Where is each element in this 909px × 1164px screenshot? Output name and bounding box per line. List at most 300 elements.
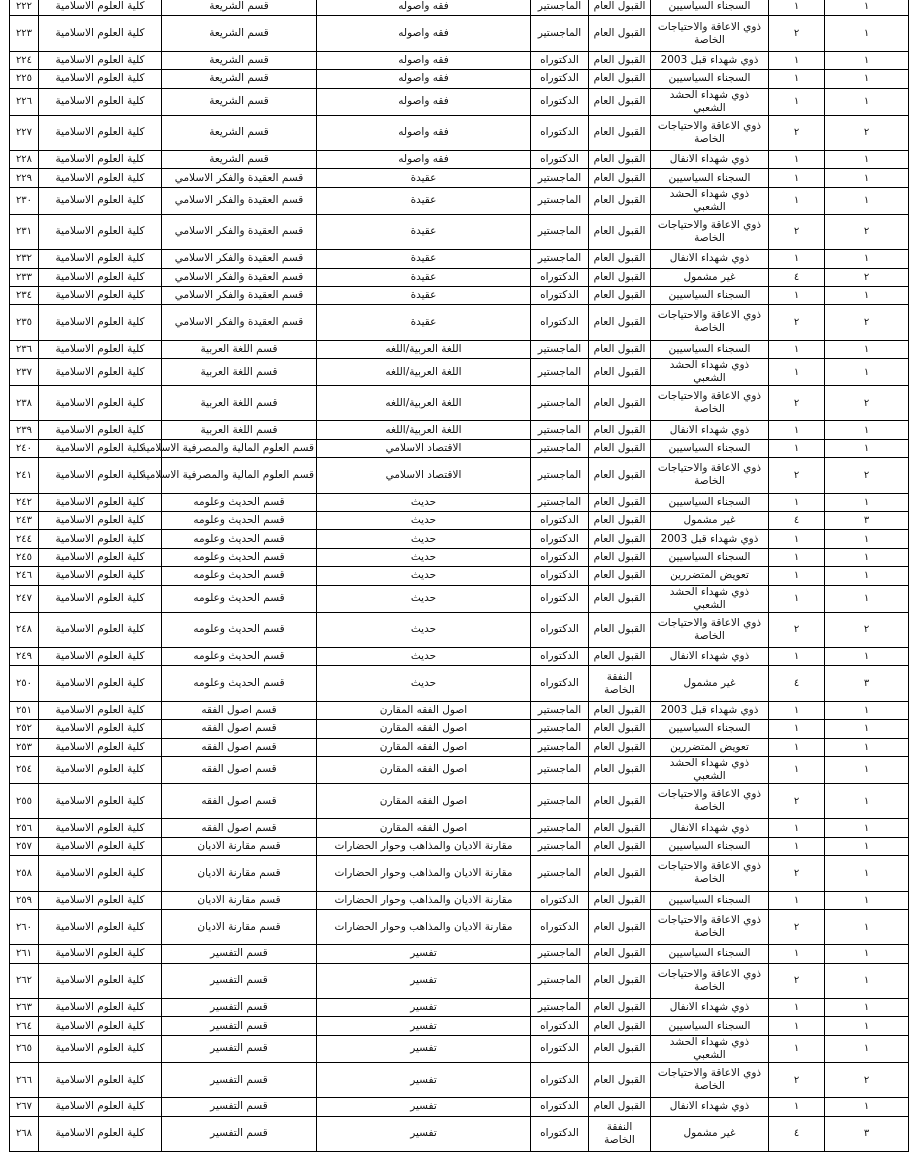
seats-count-cell: ١ [769, 1098, 825, 1116]
college-cell: كلية العلوم الاسلامية [39, 214, 162, 249]
degree-cell: الدكتوراه [531, 530, 589, 548]
row-number-cell: ٢٦٠ [10, 909, 39, 944]
specialization-cell: اللغة العربية/اللغه [317, 386, 531, 421]
admission-category-cell: غير مشمول [651, 268, 769, 286]
department-cell: قسم اصول الفقه [162, 738, 317, 756]
specialization-cell: الاقتصاد الاسلامي [317, 439, 531, 457]
admission-channel-cell: القبول العام [589, 720, 651, 738]
row-number-cell: ٢٢٧ [10, 115, 39, 150]
row-number-cell: ٢٣٧ [10, 359, 39, 386]
degree-cell: الدكتوراه [531, 286, 589, 304]
extra-count-cell: ٢ [825, 612, 909, 647]
table-row [10, 115, 909, 150]
degree-cell: الماجستير [531, 819, 589, 837]
degree-cell: الماجستير [531, 458, 589, 493]
admission-channel-cell: القبول العام [589, 567, 651, 585]
specialization-cell: تفسير [317, 999, 531, 1017]
college-cell: كلية العلوم الاسلامية [39, 720, 162, 738]
degree-cell: الماجستير [531, 359, 589, 386]
table-row [10, 530, 909, 548]
table-row [10, 340, 909, 358]
department-cell: قسم مقارنة الاديان [162, 856, 317, 891]
college-cell: كلية العلوم الاسلامية [39, 1017, 162, 1035]
admission-category-cell: ذوي الاعاقة والاحتياجات الخاصة [651, 458, 769, 493]
admission-category-cell: غير مشمول [651, 666, 769, 701]
extra-count-cell: ١ [825, 493, 909, 511]
specialization-cell: تفسير [317, 1062, 531, 1097]
extra-count-cell: ١ [825, 945, 909, 963]
college-cell: كلية العلوم الاسلامية [39, 666, 162, 701]
row-number-cell: ٢٢٢ [10, 0, 39, 16]
college-cell: كلية العلوم الاسلامية [39, 891, 162, 909]
admission-channel-cell: القبول العام [589, 493, 651, 511]
department-cell: قسم العقيدة والفكر الاسلامي [162, 268, 317, 286]
specialization-cell: حديث [317, 666, 531, 701]
admission-category-cell: ذوي شهداء الانفال [651, 647, 769, 665]
table-row [10, 1098, 909, 1116]
extra-count-cell: ١ [825, 567, 909, 585]
college-cell: كلية العلوم الاسلامية [39, 250, 162, 268]
college-cell: كلية العلوم الاسلامية [39, 70, 162, 88]
college-cell: كلية العلوم الاسلامية [39, 386, 162, 421]
admission-channel-cell: القبول العام [589, 268, 651, 286]
admission-channel-cell: القبول العام [589, 169, 651, 187]
admission-category-cell: ذوي شهداء الانفال [651, 819, 769, 837]
seats-count-cell: ١ [769, 945, 825, 963]
degree-cell: الماجستير [531, 214, 589, 249]
college-cell: كلية العلوم الاسلامية [39, 1098, 162, 1116]
table-row [10, 458, 909, 493]
table-row [10, 1035, 909, 1062]
department-cell: قسم اصول الفقه [162, 756, 317, 783]
college-cell: كلية العلوم الاسلامية [39, 612, 162, 647]
seats-count-cell: ١ [769, 187, 825, 214]
college-cell: كلية العلوم الاسلامية [39, 169, 162, 187]
extra-count-cell: ١ [825, 1017, 909, 1035]
college-cell: كلية العلوم الاسلامية [39, 1062, 162, 1097]
row-number-cell: ٢٢٣ [10, 16, 39, 51]
degree-cell: الماجستير [531, 16, 589, 51]
admission-category-cell: السجناء السياسيين [651, 720, 769, 738]
seats-count-cell: ١ [769, 1035, 825, 1062]
seats-count-cell: ١ [769, 819, 825, 837]
admission-channel-cell: القبول العام [589, 115, 651, 150]
table-row [10, 305, 909, 340]
department-cell: قسم الحديث وعلومه [162, 585, 317, 612]
row-number-cell: ٢٥٢ [10, 720, 39, 738]
degree-cell: الماجستير [531, 340, 589, 358]
admission-category-cell: السجناء السياسيين [651, 70, 769, 88]
admission-channel-cell: القبول العام [589, 963, 651, 998]
seats-count-cell: ٢ [769, 612, 825, 647]
extra-count-cell: ١ [825, 70, 909, 88]
department-cell: قسم الشريعة [162, 88, 317, 115]
table-row [10, 756, 909, 783]
degree-cell: الماجستير [531, 439, 589, 457]
table-row [10, 783, 909, 818]
college-cell: كلية العلوم الاسلامية [39, 0, 162, 16]
extra-count-cell: ١ [825, 720, 909, 738]
row-number-cell: ٢٣٠ [10, 187, 39, 214]
extra-count-cell: ١ [825, 16, 909, 51]
seats-count-cell: ٤ [769, 666, 825, 701]
admission-category-cell: ذوي شهداء الانفال [651, 999, 769, 1017]
degree-cell: الدكتوراه [531, 51, 589, 69]
degree-cell: الدكتوراه [531, 512, 589, 530]
department-cell: قسم العقيدة والفكر الاسلامي [162, 214, 317, 249]
admission-category-cell: ذوي الاعاقة والاحتياجات الخاصة [651, 856, 769, 891]
row-number-cell: ٢٤٤ [10, 530, 39, 548]
row-number-cell: ٢٥٩ [10, 891, 39, 909]
specialization-cell: عقيدة [317, 268, 531, 286]
specialization-cell: حديث [317, 647, 531, 665]
seats-count-cell: ٢ [769, 909, 825, 944]
admission-category-cell: ذوي شهداء الحشد الشعبي [651, 187, 769, 214]
row-number-cell: ٢٦٢ [10, 963, 39, 998]
row-number-cell: ٢٦٣ [10, 999, 39, 1017]
row-number-cell: ٢٦٦ [10, 1062, 39, 1097]
table-row [10, 421, 909, 439]
department-cell: قسم الشريعة [162, 16, 317, 51]
degree-cell: الدكتوراه [531, 1035, 589, 1062]
degree-cell: الدكتوراه [531, 70, 589, 88]
college-cell: كلية العلوم الاسلامية [39, 458, 162, 493]
specialization-cell: فقه واصوله [317, 150, 531, 168]
admission-channel-cell: القبول العام [589, 999, 651, 1017]
specialization-cell: فقه واصوله [317, 115, 531, 150]
department-cell: قسم الحديث وعلومه [162, 493, 317, 511]
table-row [10, 169, 909, 187]
admission-category-cell: ذوي الاعاقة والاحتياجات الخاصة [651, 909, 769, 944]
department-cell: قسم اصول الفقه [162, 819, 317, 837]
table-row [10, 1017, 909, 1035]
admission-category-cell: ذوي الاعاقة والاحتياجات الخاصة [651, 783, 769, 818]
specialization-cell: اصول الفقه المقارن [317, 738, 531, 756]
admission-channel-cell: القبول العام [589, 647, 651, 665]
seats-count-cell: ٤ [769, 512, 825, 530]
college-cell: كلية العلوم الاسلامية [39, 1035, 162, 1062]
extra-count-cell: ٢ [825, 214, 909, 249]
row-number-cell: ٢٣٥ [10, 305, 39, 340]
extra-count-cell: ١ [825, 286, 909, 304]
row-number-cell: ٢٦٥ [10, 1035, 39, 1062]
extra-count-cell: ٣ [825, 1116, 909, 1151]
admission-category-cell: ذوي الاعاقة والاحتياجات الخاصة [651, 214, 769, 249]
admission-channel-cell: القبول العام [589, 250, 651, 268]
admission-category-cell: ذوي شهداء الحشد الشعبي [651, 88, 769, 115]
seats-count-cell: ٢ [769, 856, 825, 891]
table-row [10, 88, 909, 115]
seats-count-cell: ٢ [769, 1062, 825, 1097]
admission-channel-cell: القبول العام [589, 512, 651, 530]
admission-category-cell: تعويض المتضررين [651, 738, 769, 756]
college-cell: كلية العلوم الاسلامية [39, 493, 162, 511]
department-cell: قسم اصول الفقه [162, 783, 317, 818]
admission-channel-cell: النفقة الخاصة [589, 666, 651, 701]
seats-count-cell: ١ [769, 150, 825, 168]
seats-count-cell: ١ [769, 837, 825, 855]
degree-cell: الدكتوراه [531, 909, 589, 944]
extra-count-cell: ١ [825, 1098, 909, 1116]
specialization-cell: مقارنة الاديان والمذاهب وحوار الحضارات [317, 909, 531, 944]
table-row [10, 567, 909, 585]
row-number-cell: ٢٢٥ [10, 70, 39, 88]
admission-channel-cell: القبول العام [589, 386, 651, 421]
seats-count-cell: ٢ [769, 386, 825, 421]
college-cell: كلية العلوم الاسلامية [39, 819, 162, 837]
degree-cell: الدكتوراه [531, 1062, 589, 1097]
specialization-cell: فقه واصوله [317, 16, 531, 51]
admission-channel-cell: القبول العام [589, 70, 651, 88]
college-cell: كلية العلوم الاسلامية [39, 359, 162, 386]
extra-count-cell: ٢ [825, 458, 909, 493]
admission-category-cell: ذوي الاعاقة والاحتياجات الخاصة [651, 16, 769, 51]
extra-count-cell: ١ [825, 891, 909, 909]
table-row [10, 512, 909, 530]
admission-channel-cell: القبول العام [589, 1062, 651, 1097]
admission-channel-cell: القبول العام [589, 458, 651, 493]
admission-channel-cell: النفقة الخاصة [589, 1116, 651, 1151]
row-number-cell: ٢٤٠ [10, 439, 39, 457]
college-cell: كلية العلوم الاسلامية [39, 150, 162, 168]
admission-channel-cell: القبول العام [589, 783, 651, 818]
degree-cell: الماجستير [531, 999, 589, 1017]
row-number-cell: ٢٤٩ [10, 647, 39, 665]
specialization-cell: حديث [317, 585, 531, 612]
specialization-cell: اللغة العربية/اللغه [317, 421, 531, 439]
admission-category-cell: ذوي الاعاقة والاحتياجات الخاصة [651, 115, 769, 150]
admission-category-cell: السجناء السياسيين [651, 837, 769, 855]
college-cell: كلية العلوم الاسلامية [39, 1116, 162, 1151]
admission-category-cell: ذوي شهداء الانفال [651, 150, 769, 168]
table-row [10, 0, 909, 16]
department-cell: قسم الحديث وعلومه [162, 530, 317, 548]
specialization-cell: عقيدة [317, 250, 531, 268]
college-cell: كلية العلوم الاسلامية [39, 963, 162, 998]
college-cell: كلية العلوم الاسلامية [39, 421, 162, 439]
department-cell: قسم العقيدة والفكر الاسلامي [162, 187, 317, 214]
extra-count-cell: ١ [825, 169, 909, 187]
admission-channel-cell: القبول العام [589, 530, 651, 548]
admission-category-cell: السجناء السياسيين [651, 286, 769, 304]
admission-category-cell: ذوي شهداء الحشد الشعبي [651, 756, 769, 783]
seats-count-cell: ١ [769, 340, 825, 358]
college-cell: كلية العلوم الاسلامية [39, 88, 162, 115]
department-cell: قسم الحديث وعلومه [162, 647, 317, 665]
college-cell: كلية العلوم الاسلامية [39, 512, 162, 530]
table-row [10, 945, 909, 963]
seats-count-cell: ١ [769, 286, 825, 304]
degree-cell: الدكتوراه [531, 115, 589, 150]
row-number-cell: ٢٣١ [10, 214, 39, 249]
degree-cell: الدكتوراه [531, 585, 589, 612]
admission-category-cell: ذوي شهداء قبل 2003 [651, 701, 769, 719]
seats-count-cell: ٤ [769, 268, 825, 286]
admission-category-cell: ذوي الاعاقة والاحتياجات الخاصة [651, 305, 769, 340]
college-cell: كلية العلوم الاسلامية [39, 945, 162, 963]
specialization-cell: حديث [317, 612, 531, 647]
college-cell: كلية العلوم الاسلامية [39, 187, 162, 214]
row-number-cell: ٢٤٥ [10, 548, 39, 566]
department-cell: قسم الحديث وعلومه [162, 548, 317, 566]
department-cell: قسم الشريعة [162, 51, 317, 69]
seats-count-cell: ١ [769, 51, 825, 69]
table-row [10, 738, 909, 756]
table-row [10, 1116, 909, 1151]
extra-count-cell: ١ [825, 1035, 909, 1062]
admission-category-cell: ذوي الاعاقة والاحتياجات الخاصة [651, 386, 769, 421]
degree-cell: الماجستير [531, 187, 589, 214]
extra-count-cell: ١ [825, 359, 909, 386]
row-number-cell: ٢٤٧ [10, 585, 39, 612]
specialization-cell: مقارنة الاديان والمذاهب وحوار الحضارات [317, 837, 531, 855]
admission-channel-cell: القبول العام [589, 837, 651, 855]
admission-category-cell: ذوي شهداء الحشد الشعبي [651, 359, 769, 386]
row-number-cell: ٢٥٥ [10, 783, 39, 818]
admission-category-cell: السجناء السياسيين [651, 548, 769, 566]
seats-count-cell: ١ [769, 567, 825, 585]
seats-count-cell: ١ [769, 493, 825, 511]
admission-category-cell: ذوي شهداء الانفال [651, 1098, 769, 1116]
specialization-cell: عقيدة [317, 187, 531, 214]
table-row [10, 359, 909, 386]
table-row [10, 214, 909, 249]
extra-count-cell: ١ [825, 250, 909, 268]
admission-channel-cell: القبول العام [589, 738, 651, 756]
college-cell: كلية العلوم الاسلامية [39, 305, 162, 340]
department-cell: قسم اللغة العربية [162, 359, 317, 386]
extra-count-cell: ١ [825, 548, 909, 566]
admission-channel-cell: القبول العام [589, 585, 651, 612]
table-row [10, 999, 909, 1017]
seats-count-cell: ٢ [769, 305, 825, 340]
college-cell: كلية العلوم الاسلامية [39, 567, 162, 585]
table-body [10, 0, 909, 1152]
admission-category-cell: السجناء السياسيين [651, 169, 769, 187]
department-cell: قسم التفسير [162, 1062, 317, 1097]
seats-count-cell: ٢ [769, 963, 825, 998]
college-cell: كلية العلوم الاسلامية [39, 115, 162, 150]
extra-count-cell: ١ [825, 783, 909, 818]
specialization-cell: اللغة العربية/اللغه [317, 340, 531, 358]
seats-count-cell: ١ [769, 891, 825, 909]
admission-seats-table [9, 0, 909, 1152]
row-number-cell: ٢٣٦ [10, 340, 39, 358]
table-row [10, 70, 909, 88]
specialization-cell: تفسير [317, 1035, 531, 1062]
extra-count-cell: ١ [825, 421, 909, 439]
seats-count-cell: ١ [769, 720, 825, 738]
table-row [10, 647, 909, 665]
degree-cell: الماجستير [531, 945, 589, 963]
table-row [10, 250, 909, 268]
admission-channel-cell: القبول العام [589, 359, 651, 386]
specialization-cell: تفسير [317, 1116, 531, 1151]
admission-channel-cell: القبول العام [589, 187, 651, 214]
department-cell: قسم العقيدة والفكر الاسلامي [162, 169, 317, 187]
degree-cell: الماجستير [531, 856, 589, 891]
college-cell: كلية العلوم الاسلامية [39, 909, 162, 944]
seats-count-cell: ١ [769, 999, 825, 1017]
admission-category-cell: تعويض المتضررين [651, 567, 769, 585]
table-row [10, 16, 909, 51]
extra-count-cell: ١ [825, 88, 909, 115]
degree-cell: الدكتوراه [531, 567, 589, 585]
row-number-cell: ٢٣٩ [10, 421, 39, 439]
degree-cell: الدكتوراه [531, 1116, 589, 1151]
extra-count-cell: ١ [825, 51, 909, 69]
table-row [10, 701, 909, 719]
table-row [10, 386, 909, 421]
row-number-cell: ٢٥١ [10, 701, 39, 719]
department-cell: قسم اصول الفقه [162, 720, 317, 738]
specialization-cell: حديث [317, 493, 531, 511]
seats-count-cell: ١ [769, 738, 825, 756]
admission-channel-cell: القبول العام [589, 891, 651, 909]
specialization-cell: مقارنة الاديان والمذاهب وحوار الحضارات [317, 891, 531, 909]
row-number-cell: ٢٥٦ [10, 819, 39, 837]
seats-count-cell: ١ [769, 701, 825, 719]
row-number-cell: ٢٣٢ [10, 250, 39, 268]
department-cell: قسم الشريعة [162, 70, 317, 88]
row-number-cell: ٢٥٠ [10, 666, 39, 701]
degree-cell: الماجستير [531, 169, 589, 187]
admission-channel-cell: القبول العام [589, 286, 651, 304]
table-row [10, 150, 909, 168]
specialization-cell: اصول الفقه المقارن [317, 783, 531, 818]
admission-channel-cell: القبول العام [589, 612, 651, 647]
seats-count-cell: ٢ [769, 16, 825, 51]
degree-cell: الماجستير [531, 756, 589, 783]
row-number-cell: ٢٢٨ [10, 150, 39, 168]
department-cell: قسم الحديث وعلومه [162, 567, 317, 585]
specialization-cell: اصول الفقه المقارن [317, 701, 531, 719]
degree-cell: الماجستير [531, 250, 589, 268]
table-row [10, 856, 909, 891]
admission-channel-cell: القبول العام [589, 945, 651, 963]
admission-category-cell: ذوي شهداء قبل 2003 [651, 530, 769, 548]
extra-count-cell: ٢ [825, 1062, 909, 1097]
row-number-cell: ٢٥٣ [10, 738, 39, 756]
department-cell: قسم الشريعة [162, 0, 317, 16]
seats-count-cell: ٢ [769, 783, 825, 818]
seats-count-cell: ١ [769, 0, 825, 16]
table-row [10, 493, 909, 511]
table-row [10, 286, 909, 304]
department-cell: قسم التفسير [162, 963, 317, 998]
department-cell: قسم اللغة العربية [162, 421, 317, 439]
row-number-cell: ٢٤١ [10, 458, 39, 493]
admission-category-cell: السجناء السياسيين [651, 0, 769, 16]
row-number-cell: ٢٥٨ [10, 856, 39, 891]
extra-count-cell: ١ [825, 837, 909, 855]
seats-count-cell: ١ [769, 647, 825, 665]
extra-count-cell: ١ [825, 439, 909, 457]
degree-cell: الدكتوراه [531, 891, 589, 909]
department-cell: قسم مقارنة الاديان [162, 909, 317, 944]
extra-count-cell: ١ [825, 150, 909, 168]
department-cell: قسم الحديث وعلومه [162, 512, 317, 530]
extra-count-cell: ٢ [825, 115, 909, 150]
table-row [10, 548, 909, 566]
seats-count-cell: ١ [769, 421, 825, 439]
seats-count-cell: ٢ [769, 214, 825, 249]
department-cell: قسم التفسير [162, 945, 317, 963]
table-row [10, 612, 909, 647]
admission-channel-cell: القبول العام [589, 214, 651, 249]
degree-cell: الدكتوراه [531, 268, 589, 286]
degree-cell: الدكتوراه [531, 150, 589, 168]
